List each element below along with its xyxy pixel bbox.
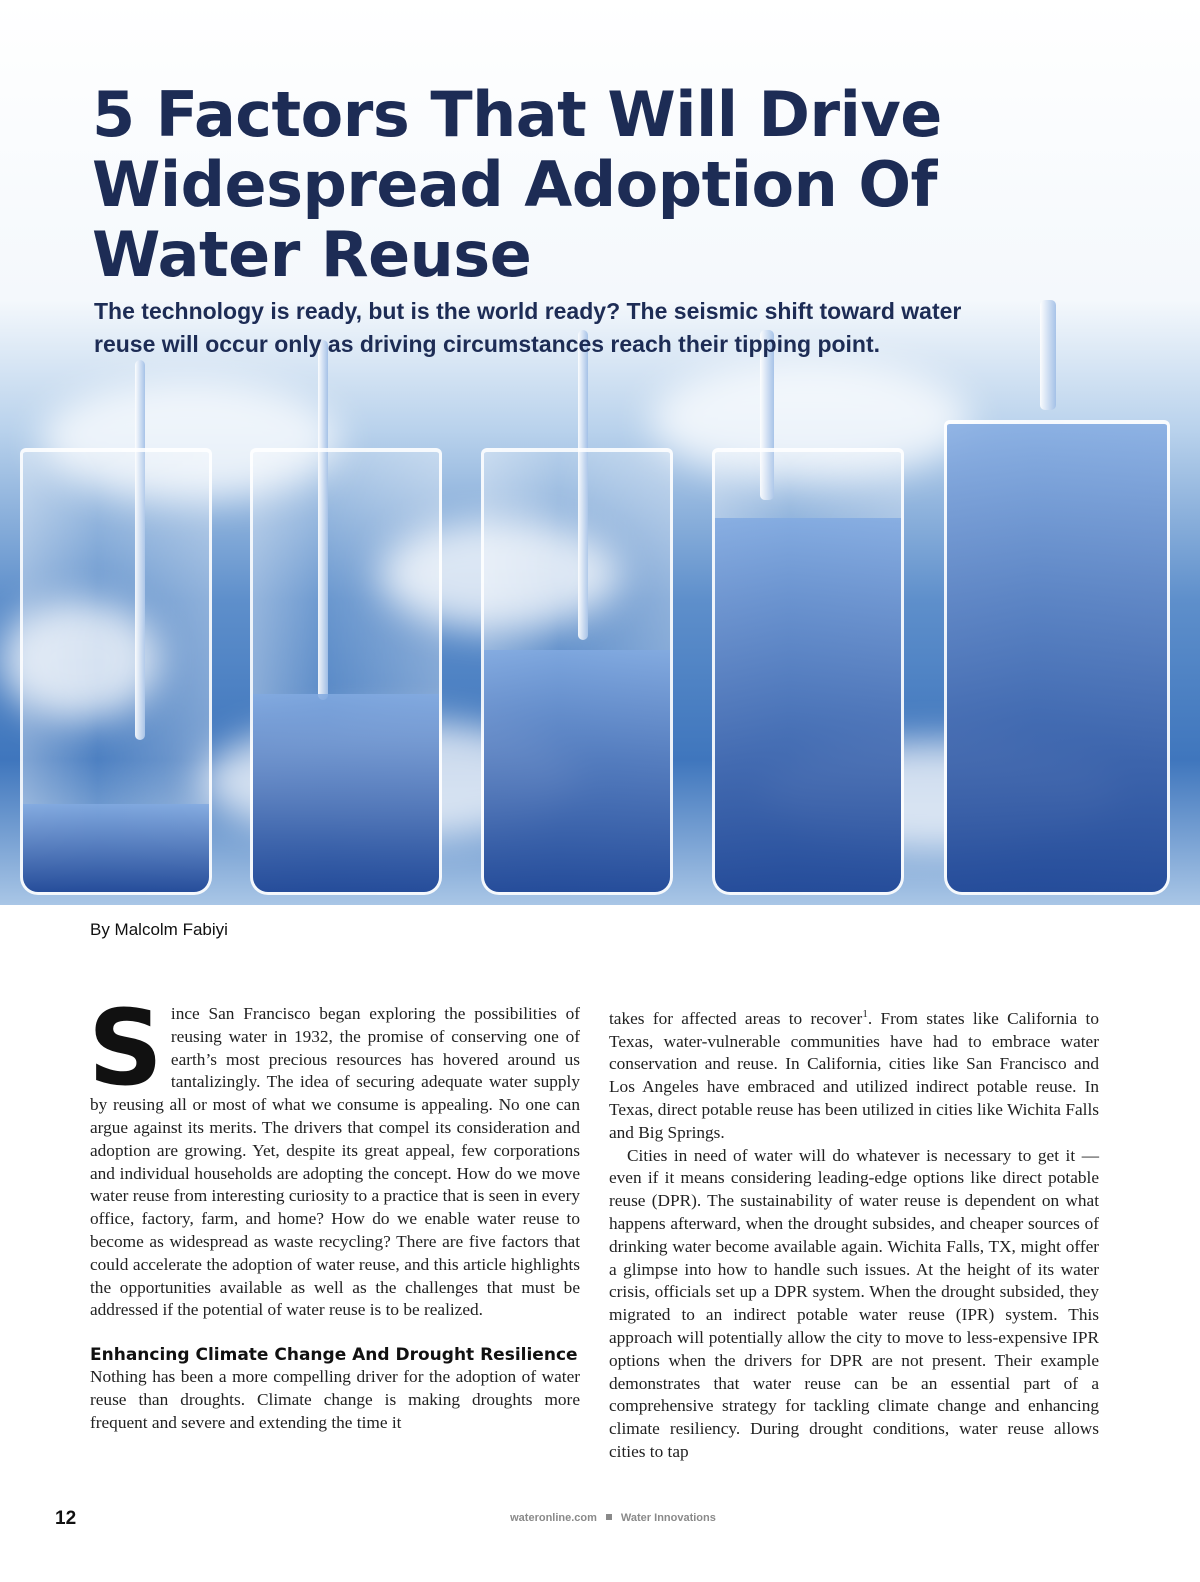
paragraph: Cities in need of water will do whatever is necessary to get it — even if it means considering leading-edge options like direct potable reuse (DPR). The sustainability of water reuse is dependent on what happens afterward, when the drought subsides, and cheaper sources of drinking water become available again. Wichita Falls, TX, might offer a glimpse into how to handle such issues. At the height of its water crisis, officials set up a DPR system. When the drought subsided, they migrated to an indirect potable water reuse (IPR) system. This approach will potentially allow the city to move to less-expensive IPR options when the drivers for DPR are not present. Their example demonstrates that water reuse can be an essential part of a comprehensive strategy for tackling climate change and enhancing climate resiliency. During drought conditions, water reuse allows cities to tap [609, 1145, 1099, 1461]
byline: By Malcolm Fabiyi [90, 920, 228, 939]
paragraph-text: . From states like California to Texas, water-vulnerable communities have had to embrace water conservation and reuse. In California, cities like San Francisco and Los Angeles have embraced and utilized indirect potable reuse. In Texas, direct potable reuse has been utilized in cities like Wichita Falls and Big Springs. [609, 1008, 1099, 1142]
water-stream [1040, 300, 1056, 410]
water-glass [20, 448, 212, 895]
article-column-right [609, 1003, 1099, 1464]
footer-publication: Water Innovations [620, 1512, 716, 1524]
glass-water [253, 694, 439, 892]
intro-text: ince San Francisco began exploring the possibilities of reusing water in 1932, the promise of conserving one of earth’s most precious resources has hovered around us tantalizingly. The idea of securing adequate water supply by reusing all or most of what we consume is appealing. No one can argue against its merits. The drivers that compel its consideration and adoption are growing. Yet, despite its great appeal, few corporations and individual households are adopting the concept. How do we move water reuse from interesting curiosity to a practice that is seen in every office, factory, farm, and home? How do we enable water reuse to become as widespread as waste recycling? There are five factors that could accelerate the adoption of water reuse, and this article highlights the opportunities available as well as the challenges that must be addressed if the potential of water reuse is to be realized. [90, 1004, 580, 1320]
article-subtitle: The technology is ready, but is the world ready? The seismic shift toward water reuse will occur only as driving circumstances reach their tipping point. [94, 298, 962, 357]
glass-water [23, 804, 209, 892]
footer-site[interactable]: wateronline.com [510, 1512, 597, 1524]
page-number: 12 [55, 1508, 77, 1529]
water-glass [712, 448, 904, 895]
separator-square-icon [606, 1514, 612, 1520]
paragraph-text: takes for affected areas to recover [609, 1008, 863, 1028]
glass-water [947, 424, 1167, 892]
intro-paragraph [88, 987, 580, 1322]
article-title: 5 Factors That Will Drive Widespread Adoption Of Water Reuse [92, 78, 942, 291]
water-glass [250, 448, 442, 895]
drop-cap: S [88, 987, 163, 1109]
footer-credit [0, 1512, 1200, 1524]
footnote-marker[interactable]: 1 [862, 1008, 868, 1020]
paragraph [609, 1003, 1099, 1145]
glass-water [484, 650, 670, 892]
water-glass [481, 448, 673, 895]
water-glass [944, 420, 1170, 895]
article-column-left [88, 987, 580, 1435]
glass-water [715, 518, 901, 892]
section-paragraph: Nothing has been a more compelling driver for the adoption of water reuse than droughts. Climate change is making droughts more frequent and severe and extending the time it [90, 1367, 580, 1432]
section-heading: Enhancing Climate Change And Drought Resilience [90, 1345, 578, 1366]
